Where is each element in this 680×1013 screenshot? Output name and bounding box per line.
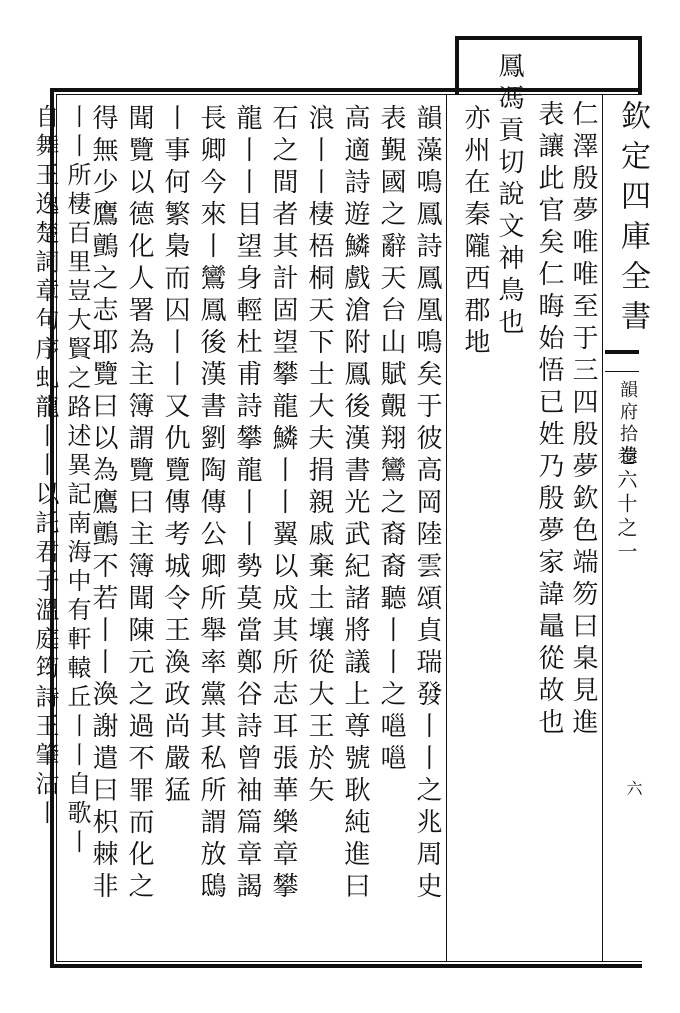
- column-divider: [446, 94, 447, 962]
- text-column-14: 得無少鷹鸇之志耶覽曰以為鷹鸇不若丨丨渙謝遣曰枳棘非: [88, 104, 118, 904]
- text-column-8: 浪丨丨棲梧桐天下士大夫捐親戚棄土壤從大王於矢: [304, 104, 334, 808]
- text-column-5: 韻藻鳴鳳詩鳳凰鳴矣于彼高岡陸雲頌貞瑞發丨丨之兆周史: [412, 104, 442, 904]
- frame-tab: [455, 36, 642, 94]
- fish-tail-mark: [605, 350, 639, 372]
- spine-title: 欽定四庫全書: [615, 100, 650, 340]
- text-column-15: 丨丨所棲百里豈大賢之路述異記南海中有軒轅丘丨丨自歌丨: [63, 104, 91, 858]
- spine-subtitle: 韻府拾遺: [617, 380, 638, 468]
- text-column-16: 自舞王逸楚詞章句序虬龍丨丨以託君子溫庭筠詩王肇沽丨: [31, 104, 59, 829]
- entry-head-column: 鳳馮貢切說文神鳥也: [494, 52, 524, 340]
- text-column-6: 表覲國之辭天台山賦覿翔鸞之裔裔聽丨丨之嗈嗈: [376, 104, 406, 776]
- text-column-1: 仁澤殷夢唯唯至于三四殷夢欽色端笏曰臬見進: [568, 100, 598, 740]
- text-column-11: 長卿今來丨鸞鳳後漢書劉陶傳公卿所舉率黨其私所謂放鴟: [196, 104, 226, 904]
- text-column-10: 龍丨丨目望身輕杜甫詩攀龍丨丨勢莫當鄭谷詩曾袖篇章謁: [232, 104, 262, 904]
- text-column-7: 高適詩遊鱗戲滄附鳳後漢書光武紀諸將議上尊號耿純進曰: [340, 104, 370, 904]
- text-column-12: 丨事何繁梟而囚丨丨又仇覽傳考城令王渙政尚嚴猛: [160, 104, 190, 808]
- text-column-9: 石之間者其計固望攀龍鱗丨丨翼以成其所志耳張華樂章攀: [268, 104, 298, 904]
- spine-page-number: 六: [624, 780, 643, 796]
- text-column-4: 亦州在秦隴西郡地: [460, 104, 490, 360]
- spine-volume: 卷六十之一: [614, 445, 638, 565]
- text-column-2: 表讓此官矣仁晦始悟已姓乃殷夢家諱鼂從故也: [534, 100, 564, 740]
- text-column-13: 聞覽以德化人署為主簿謂覽曰主簿聞陳元之過不罪而化之: [124, 104, 154, 904]
